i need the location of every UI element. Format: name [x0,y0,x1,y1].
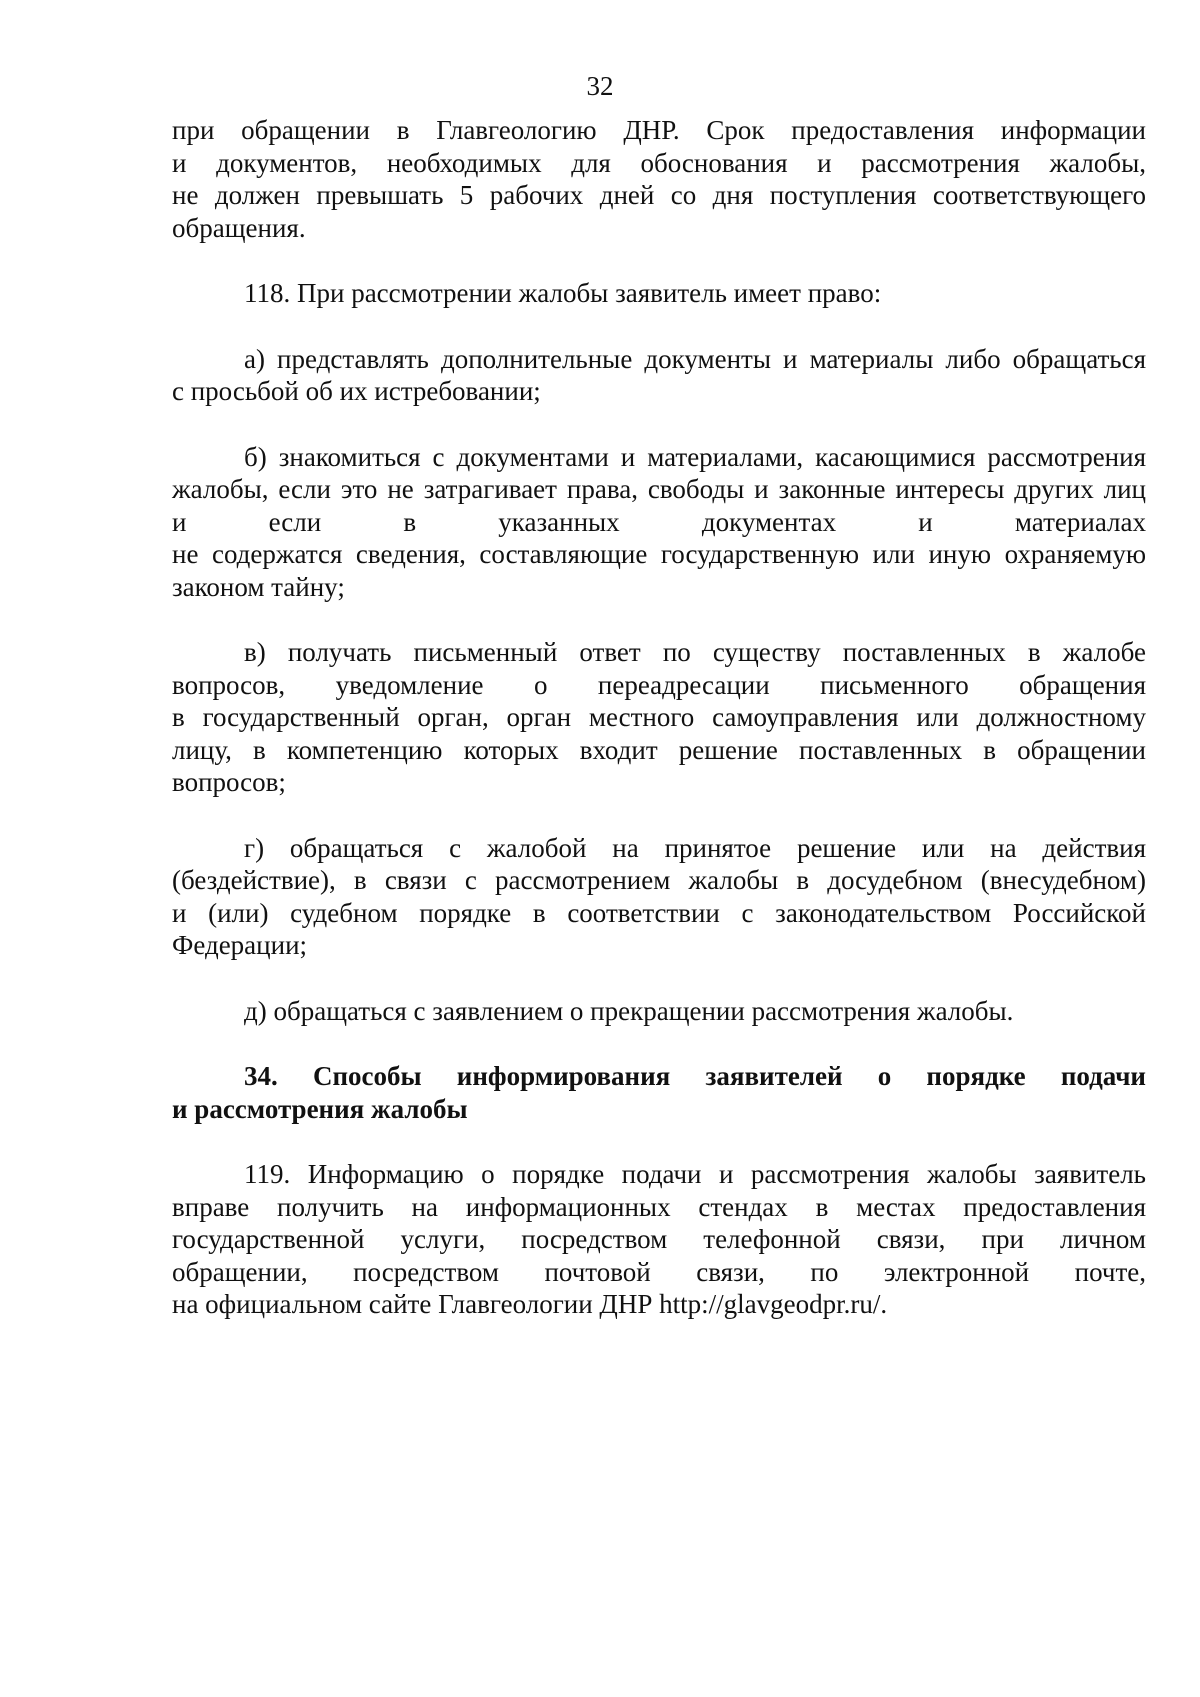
text-line: а) представлять дополнительные документы и материалы либо обращаться [244,343,1146,374]
text-line: и если в указанных документах и материалах [172,506,1146,537]
text-line: с просьбой об их истребовании; [172,376,541,406]
text-line: г) обращаться с жалобой на принятое решение или на действия [244,832,1146,863]
paragraph-item-d [172,995,1146,1028]
text-line: вправе получить на информационных стендах в местах предоставления [172,1191,1146,1222]
text-line: (бездействие), в связи с рассмотрением жалобы в досудебном (внесудебном) [172,865,1146,895]
text-line: вопросов; [172,767,286,797]
text-line: и (или) судебном порядке в соответствии с законодательством Российской [172,897,1146,928]
heading-line: 34. Способы информирования заявителей о порядке подачи [244,1061,1146,1091]
text-line: вопросов, уведомление о переадресации письменного обращения [172,669,1146,700]
text-line: обращения. [172,212,306,243]
text-line: при обращении в Главгеологию ДНР. Срок предоставления информации [172,115,1146,145]
text-line: обращении, посредством почтовой связи, по электронной почте, [172,1256,1146,1287]
text-line: 118. При рассмотрении жалобы заявитель имеет право: [244,278,882,308]
paragraph-item-g [172,832,1146,962]
paragraph-item-v [172,636,1146,799]
text-line: б) знакомиться с документами и материалами, касающимися рассмотрения [244,441,1146,472]
text-line: и документов, необходимых для обоснования и рассмотрения жалобы, [172,147,1146,178]
paragraph-item-a [172,343,1146,408]
text-line: д) обращаться с заявлением о прекращении рассмотрения жалобы. [244,995,1014,1026]
text-line: в) получать письменный ответ по существу поставленных в жалобе [244,637,1146,667]
text-line: не содержатся сведения, составляющие государственную или иную охраняемую [172,539,1146,569]
text-line: не должен превышать 5 рабочих дней со дня поступления соответствующего [172,180,1146,210]
text-line: жалобы, если это не затрагивает права, свободы и законные интересы других лиц [172,474,1146,504]
heading-line: и рассмотрения жалобы [172,1093,468,1124]
paragraph-118 [172,277,1146,310]
text-line: в государственный орган, орган местного самоуправления или должностному [172,702,1146,732]
text-line: 119. Информацию о порядке подачи и рассмотрения жалобы заявитель [244,1159,1146,1189]
paragraph-continuation [172,114,1146,244]
text-line: лицу, в компетенцию которых входит решение поставленных в обращении [172,734,1146,765]
text-line: на официальном сайте Главгеологии ДНР http://glavgeodpr.ru/. [172,1289,888,1319]
paragraph-item-b [172,441,1146,604]
text-line: законом тайну; [172,571,345,602]
text-line: государственной услуги, посредством телефонной связи, при личном [172,1224,1146,1254]
paragraph-119 [172,1158,1146,1321]
text-line: Федерации; [172,930,308,960]
page-number: 32 [586,71,614,101]
section-heading-34 [172,1060,1146,1125]
document-body [172,114,1146,1321]
